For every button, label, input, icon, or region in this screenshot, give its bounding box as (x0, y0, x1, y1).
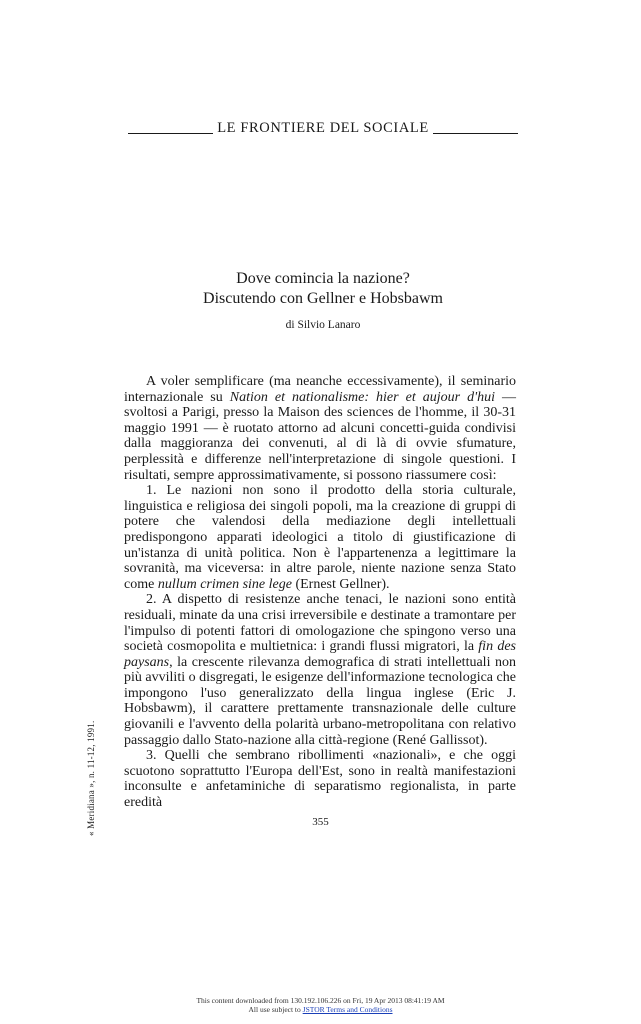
download-footer (0, 996, 641, 1014)
journal-citation: « Meridiana », n. 11-12, 1991. (86, 720, 96, 836)
paragraph-1 (124, 374, 516, 483)
running-head-rule-left (128, 133, 213, 134)
paragraph-1-text-a: A voler semplificare (ma neanche eccessivamente), il seminario internazionale su (124, 374, 516, 405)
article-author: di Silvio Lanaro (285, 319, 361, 331)
paragraph-3 (124, 592, 516, 748)
article-title-line-2: Discutendo con Gellner e Hobsbawm (203, 290, 443, 307)
paragraph-4-text-a: 3. Quelli che sembrano ribollimenti «nazionali», e che oggi scuotono soprattutto l'Europa dell'Est, sono in realtà manifestazioni inconsulte e anfetaminiche di separatismo regionalista, in parte eredità (124, 748, 516, 811)
article-body (124, 374, 516, 811)
paragraph-2 (124, 483, 516, 592)
running-head (128, 120, 518, 137)
running-head-text: LE FRONTIERE DEL SOCIALE (217, 120, 429, 136)
article-title-line-1: Dove comincia la nazione? (236, 270, 410, 287)
footer-terms-line (0, 1005, 641, 1014)
footer-download-line: This content downloaded from 130.192.106.226 on Fri, 19 Apr 2013 08:41:19 AM (196, 996, 445, 1005)
paragraph-3-text-a: 2. A dispetto di resistenze anche tenaci, le nazioni sono entità residuali, minate da una crisi irreversibile e destinate a tramontare per l'impulso di potenti fattori di omologazione che spingono verso una società cosmopolita e multietnica: i grandi flussi migratori, la (124, 592, 516, 655)
paragraph-4 (124, 748, 516, 810)
paragraph-3-italic: fin des paysans (124, 639, 516, 670)
paragraph-3-text-b: , la crescente rilevanza demografica di strati intellettuali non più avviliti o disgregati, le esigenze dell'informazione tecnologica che impongono l'uso generalizzato della lingua inglese (Eric J. Hobsbawm), il carattere prettamente transnazionale delle culture giovanili e l'avvento della polarità urbano-metropolitana con relativo passaggio dallo Stato-nazione alla città-regione (René Gallissot). (124, 654, 516, 748)
footer-terms-prefix: All use subject to (248, 1005, 303, 1014)
paragraph-2-italic: nullum crimen sine lege (157, 576, 292, 592)
page-number: 355 (312, 816, 329, 828)
article-heading (128, 269, 518, 332)
paragraph-2-text-b: (Ernest Gellner). (291, 576, 390, 592)
paragraph-1-text-b: — svoltosi a Parigi, presso la Maison des sciences de l'homme, il 30-31 maggio 1991 — è ruotato attorno ad alcuni concetti-guida condivisi dalla maggioranza dei convenuti, al di là di ovvie sfumature, perplessità e differenze nell'interpretazione di singole questioni. I risultati, sempre approssimativamente, si possono riassumere così: (124, 389, 517, 483)
paragraph-2-text-a: 1. Le nazioni non sono il prodotto della storia culturale, linguistica e religiosa dei singoli popoli, ma la creazione di gruppi di potere che valendosi della mediazione degli intellettuali predispongono apparati ideologici a titolo di giustificazione di un'istanza di unità politica. Non è l'appartenenza a legittimare la sovranità, ma viceversa: in altre parole, niente nazione senza Stato come (124, 483, 516, 592)
running-head-rule-right (433, 133, 518, 134)
paragraph-1-italic: Nation et nationalisme: hier et aujour d'hui (229, 389, 495, 405)
jstor-terms-link[interactable]: JSTOR Terms and Conditions (302, 1005, 393, 1014)
